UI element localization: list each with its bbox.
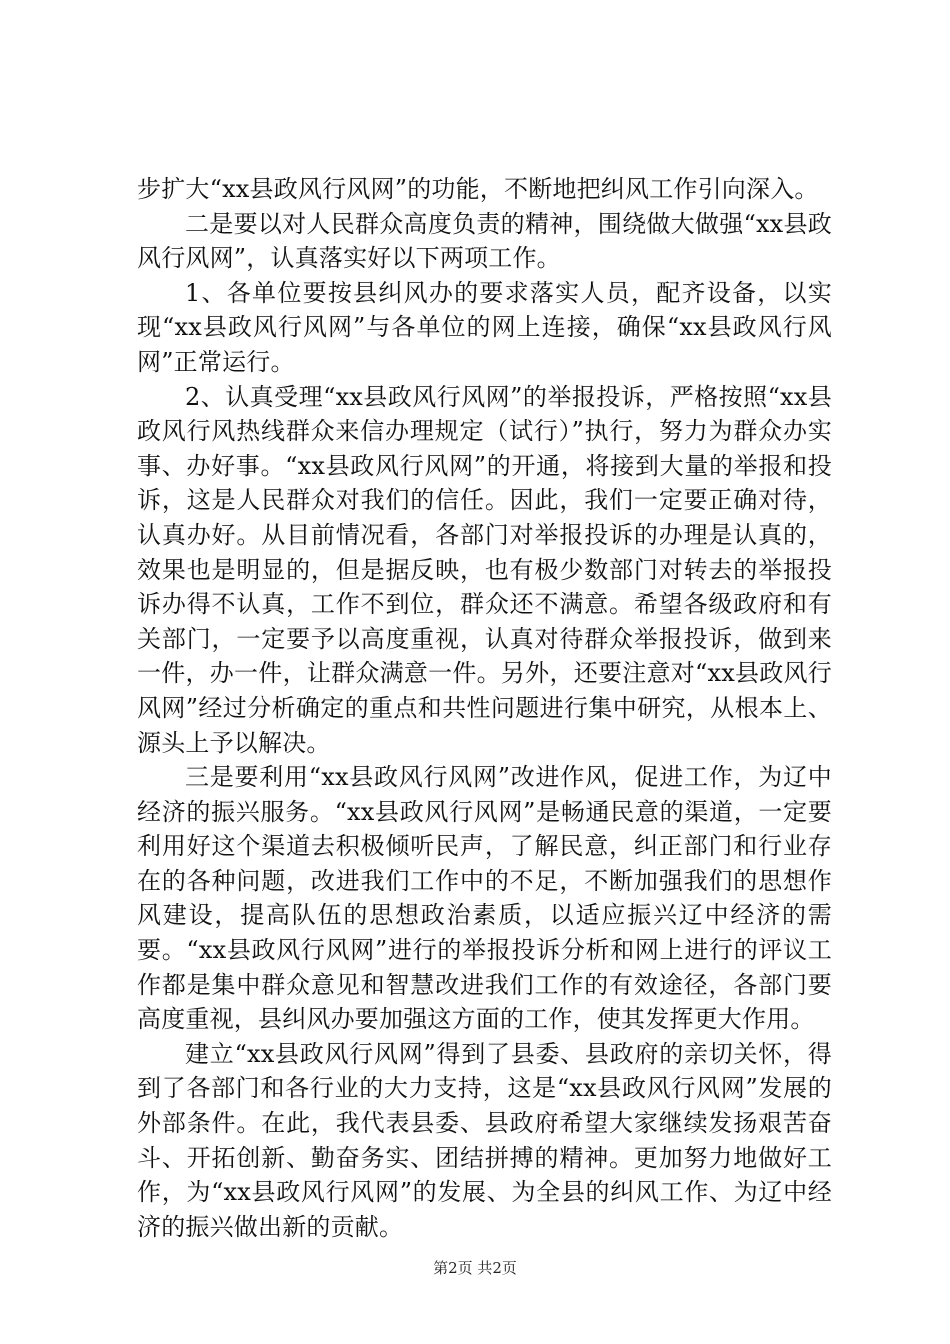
paragraph-item-one: 1、各单位要按县纠风办的要求落实人员，配齐设备，以实现“xx县政风行风网”与各单位的网上连接，确保“xx县政风行风网”正常运行。 — [137, 278, 832, 376]
page-number-footer: 第2页 共2页 — [433, 1259, 517, 1277]
document-body — [137, 172, 832, 1244]
paragraph-point-two: 二是要以对人民群众高度负责的精神，围绕做大做强“xx县政风行风网”，认真落实好以下两项工作。 — [137, 209, 832, 273]
paragraph-item-two: 2、认真受理“xx县政风行风网”的举报投诉，严格按照“xx县政风行风热线群众来信办理规定（试行）”执行，努力为群众办实事、办好事。“xx县政风行风网”的开通，将接到大量的举报和投诉，这是人民群众对我们的信任。因此，我们一定要正确对待，认真办好。从目前情况看，各部门对举报投诉的办理是认真的，效果也是明显的，但是据反映，也有极少数部门对转去的举报投诉办得不认真，工作不到位，群众还不满意。希望各级政府和有关部门，一定要予以高度重视，认真对待群众举报投诉，做到来一件，办一件，让群众满意一件。另外，还要注意对“xx县政风行风网”经过分析确定的重点和共性问题进行集中研究，从根本上、源头上予以解决。 — [137, 382, 832, 757]
paragraph-point-three: 三是要利用“xx县政风行风网”改进作风，促进工作，为辽中经济的振兴服务。“xx县政风行风网”是畅通民意的渠道，一定要利用好这个渠道去积极倾听民声，了解民意，纠正部门和行业存在的各种问题，改进我们工作中的不足，不断加强我们的思想作风建设，提高队伍的思想政治素质，以适应振兴辽中经济的需要。“xx县政风行风网”进行的举报投诉分析和网上进行的评议工作都是集中群众意见和智慧改进我们工作的有效途径，各部门要高度重视，县纠风办要加强这方面的工作，使其发挥更大作用。 — [137, 763, 832, 1034]
paragraph-continuation: 步扩大“xx县政风行风网”的功能，不断地把纠风工作引向深入。 — [137, 175, 819, 203]
paragraph-closing: 建立“xx县政风行风网”得到了县委、县政府的亲切关怀，得到了各部门和各行业的大力支持，这是“xx县政风行风网”发展的外部条件。在此，我代表县委、县政府希望大家继续发扬艰苦奋斗、开拓创新、勤奋务实、团结拼搏的精神。更加努力地做好工作，为“xx县政风行风网”的发展、为全县的纠风工作、为辽中经济的振兴做出新的贡献。 — [137, 1039, 832, 1241]
